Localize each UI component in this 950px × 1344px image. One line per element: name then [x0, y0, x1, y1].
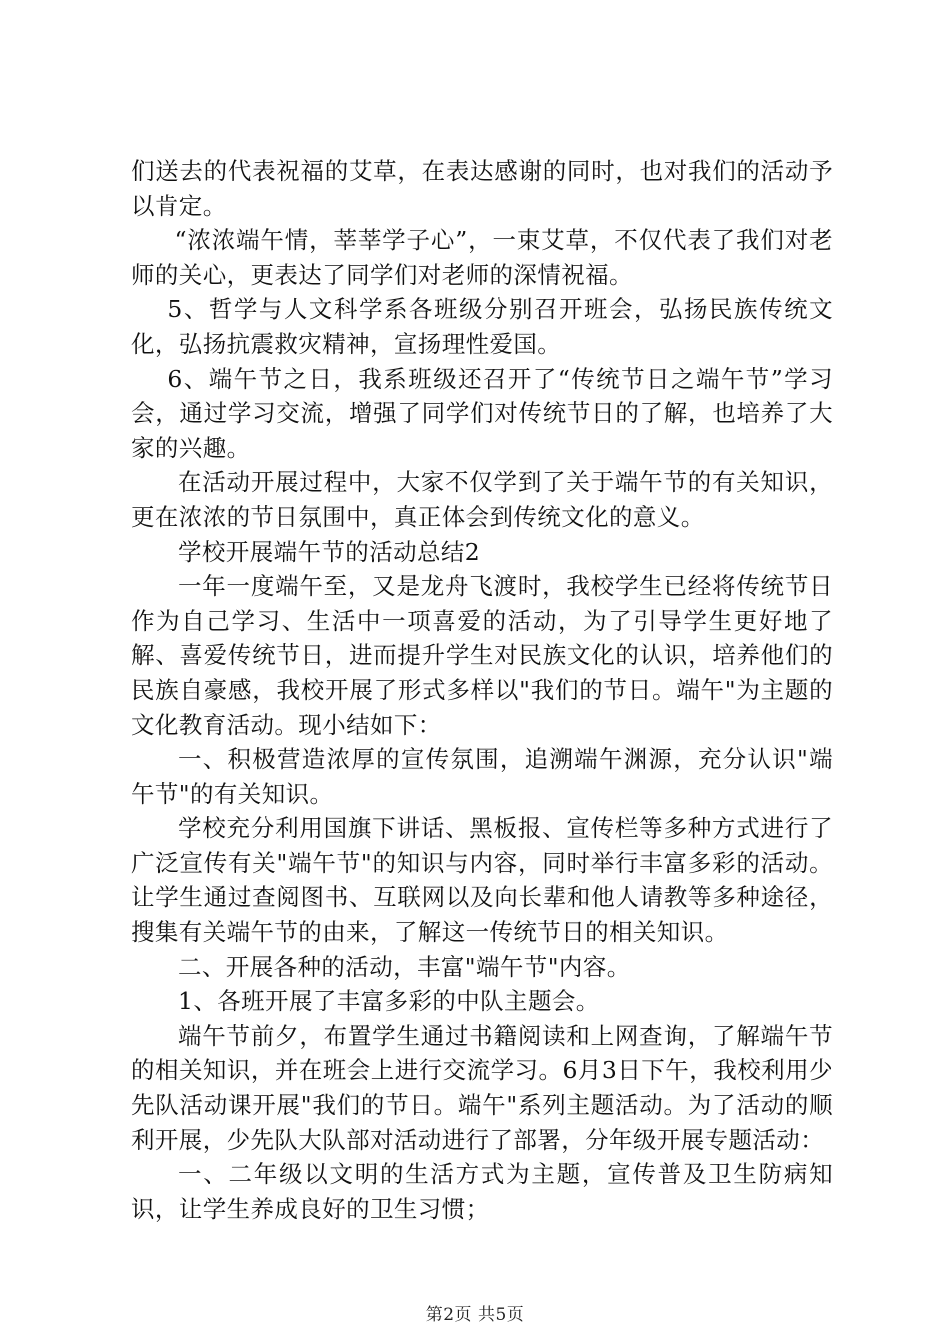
paragraph-continuation: 们送去的代表祝福的艾草，在表达感谢的同时，也对我们的活动予以肯定。 [131, 157, 833, 220]
paragraph-intro: 一年一度端午至，又是龙舟飞渡时，我校学生已经将传统节日作为自己学习、生活中一项喜爱的活动，为了引导学生更好地了解、喜爱传统节日，进而提升学生对民族文化的认识，培养他们的民族自豪感，我校开展了形式多样以"我们的节日。端午"为主题的文化教育活动。现小结如下： [131, 572, 833, 739]
document-body [131, 154, 833, 1226]
page-number-footer: 第2页 共5页 [425, 1305, 525, 1325]
paragraph-heading-1: 一、积极营造浓厚的宣传氛围，追溯端午渊源，充分认识"端午节"的有关知识。 [131, 745, 833, 808]
paragraph-summary: 在活动开展过程中，大家不仅学到了关于端午节的有关知识，更在浓浓的节日氛围中，真正体会到传统文化的意义。 [131, 468, 833, 531]
paragraph-class-meeting: 端午节前夕，布置学生通过书籍阅读和上网查询，了解端午节的相关知识，并在班会上进行交流学习。6月3日下午，我校利用少先队活动课开展"我们的节日。端午"系列主题活动。为了活动的顺利开展，少先队大队部对活动进行了部署，分年级开展专题活动： [131, 1021, 833, 1154]
paragraph-quote: “浓浓端午情，莘莘学子心”，一束艾草，不仅代表了我们对老师的关心，更表达了同学们对老师的深情祝福。 [131, 226, 833, 289]
paragraph-item-5: 5、哲学与人文科学系各班级分别召开班会，弘扬民族传统文化，弘扬抗震救灾精神，宣扬理性爱国。 [131, 295, 833, 358]
section-title: 学校开展端午节的活动总结2 [178, 537, 481, 566]
paragraph-publicity: 学校充分利用国旗下讲话、黑板报、宣传栏等多种方式进行了广泛宣传有关"端午节"的知识与内容，同时举行丰富多彩的活动。让学生通过查阅图书、互联网以及向长辈和他人请教等多种途径，搜集有关端午节的由来，了解这一传统节日的相关知识。 [131, 814, 833, 947]
paragraph-heading-2: 二、开展各种的活动，丰富"端午节"内容。 [178, 952, 631, 981]
paragraph-subheading-1: 1、各班开展了丰富多彩的中队主题会。 [178, 987, 600, 1016]
paragraph-item-6: 6、端午节之日，我系班级还召开了“传统节日之端午节”学习会，通过学习交流，增强了同学们对传统节日的了解，也培养了大家的兴趣。 [131, 364, 833, 462]
paragraph-grade-activity: 一、二年级以文明的生活方式为主题，宣传普及卫生防病知识，让学生养成良好的卫生习惯； [131, 1160, 833, 1223]
